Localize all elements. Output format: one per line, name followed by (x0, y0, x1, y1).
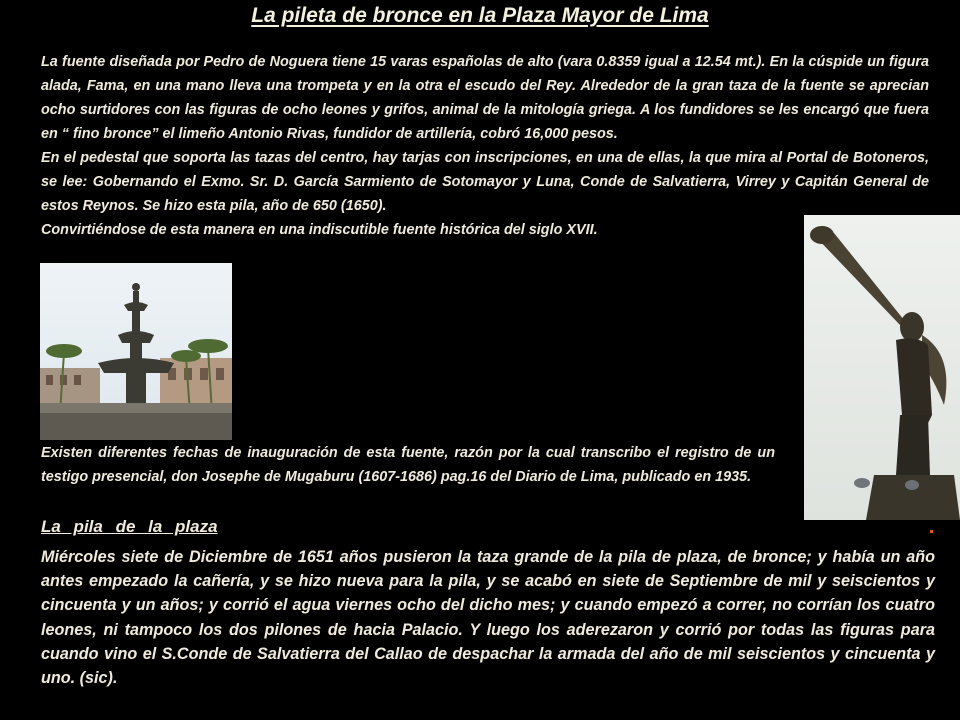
paragraph-pedestal-inscription: En el pedestal que soporta las tazas del centro, hay tarjas con inscripciones, en una de ellas, la que mira al Portal de Botoneros, se lee: Gobernando el Exmo. Sr. D. García Sarmiento de Sotomayor y Luna, Conde de Salvatierra, Virrey y Capitán General de estos Reynos. Se hizo esta pila, año de 650 (1650). (41, 150, 929, 214)
fame-statue-photo (804, 215, 960, 520)
paragraph-inauguration-dates: Existen diferentes fechas de inauguración de esta fuente, razón por la cual transcribo el registro de un testigo presencial, don Josephe de Mugaburu (1607-1686) pag.16 del Diario de Lima, publicado en 1935. (41, 445, 775, 485)
decorative-dot (930, 530, 933, 533)
paragraph-diary-quote: Miércoles siete de Diciembre de 1651 años pusieron la taza grande de la pila de plaza, de bronce; y había un año antes empezado la cañería, y se hizo nueva para la pila, y se acabó en siete de Septiembre de mil y seiscientos y cincuenta y un años; y corrió el agua viernes ocho del dicho mes; y cuando empezó a correr, no corrían los cuatro leones, ni tampoco los dos pilones de hacia Palacio. Y luego los aderezaron y corrió por todas las figuras para cuando vino el S.Conde de Salvatierra del Callao de despachar la armada del año de mil seiscientos y cincuenta y uno. (sic). (41, 548, 935, 688)
page-title: La pileta de bronce en la Plaza Mayor de Lima (251, 4, 709, 27)
statue-illustration (804, 215, 960, 520)
paragraph-historic-source: Convirtiéndose de esta manera en una indiscutible fuente histórica del siglo XVII. (41, 222, 598, 238)
fountain-photo (40, 263, 232, 440)
section-subtitle: La pila de la plaza (41, 517, 218, 536)
fountain-illustration (40, 263, 232, 440)
paragraph-fountain-design: La fuente diseñada por Pedro de Noguera tiene 15 varas españolas de alto (vara 0.8359 igual a 12.54 mt.). En la cúspide un figura alada, Fama, en una mano lleva una trompeta y en la otra el escudo del Rey. Alrededor de la gran taza de la fuente se aprecian ocho surtidores con las figuras de ocho leones y grifos, animal de la mitología griega. A los fundidores se les encargó que fuera en “ fino bronce” el limeño Antonio Rivas, fundidor de artillería, cobró 16,000 pesos. (41, 54, 929, 142)
intro-text (41, 50, 929, 242)
